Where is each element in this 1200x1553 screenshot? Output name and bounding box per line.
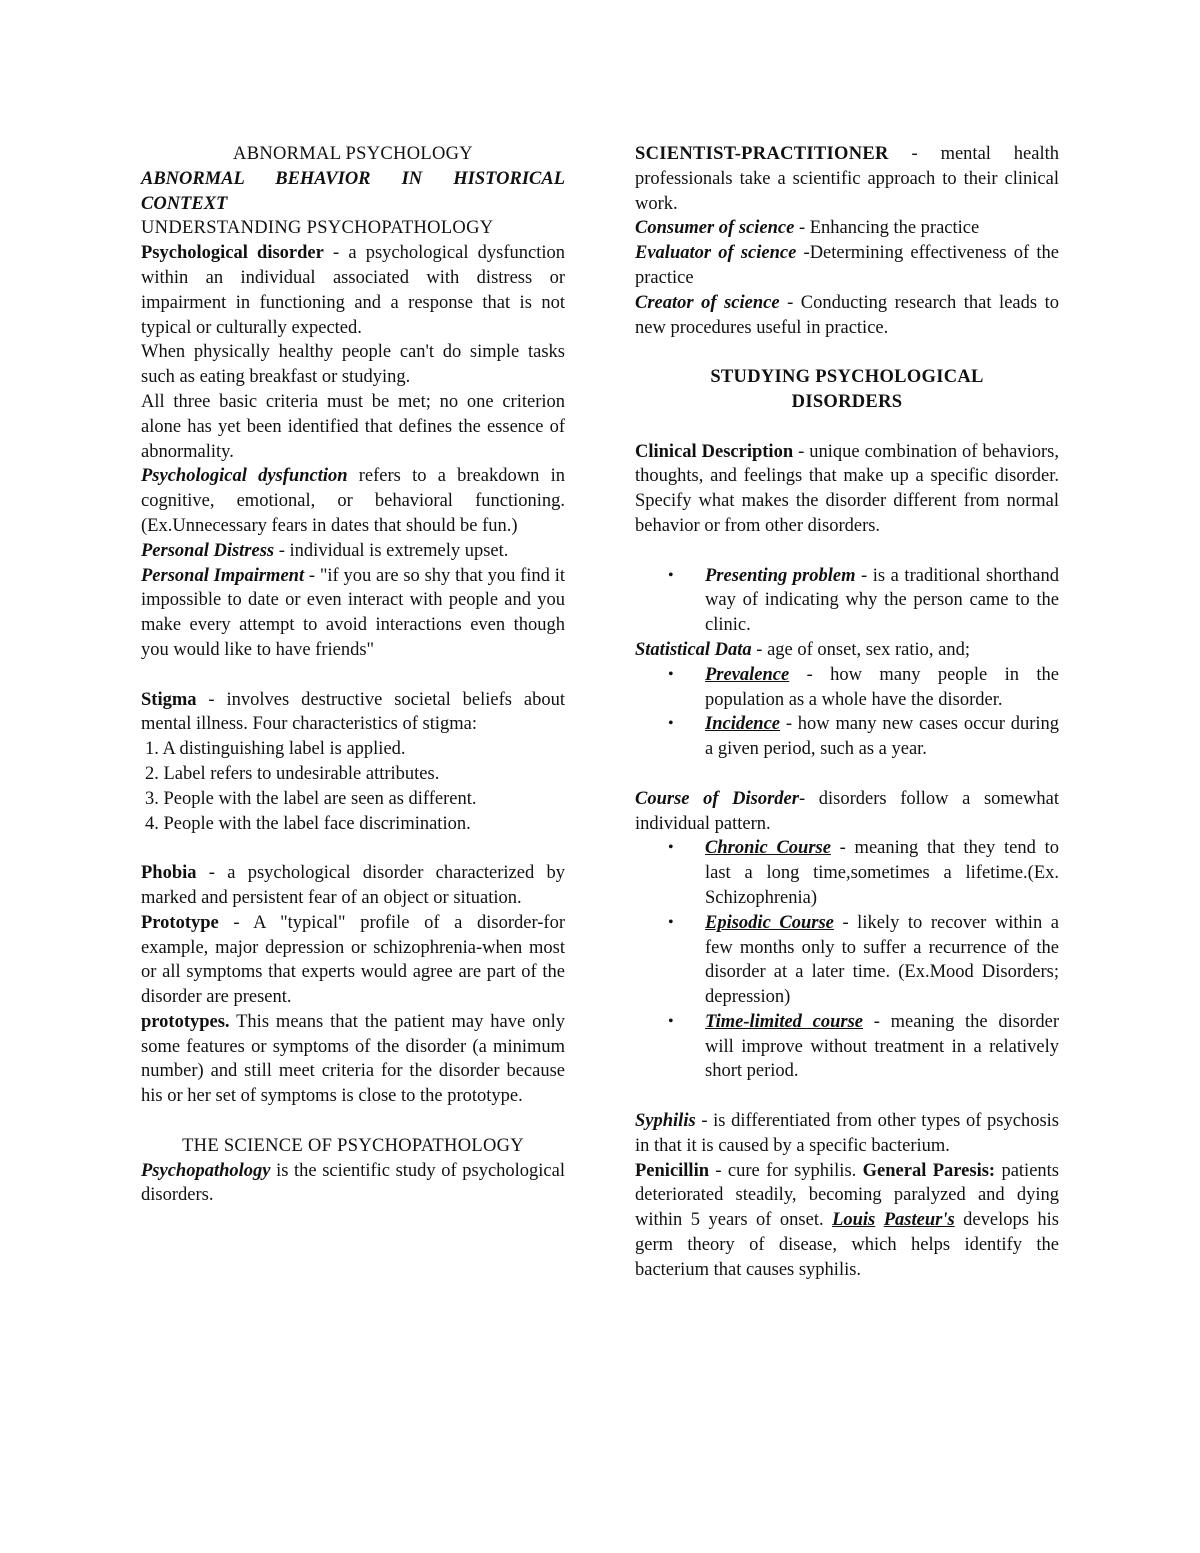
definition-prototypes: prototypes. This means that the patient may have only some features or symptoms of the disorder (a minimum number) and still meet criteria for the disorder because his or her set of symptoms is close to the prototype. (141, 1011, 565, 1107)
definition-penicillin: Penicillin - cure for syphilis. General Paresis: patients deteriorated steadily, becoming paralyzed and dying within 5 years of onset. Louis Pasteur's develops his germ theory of disease, which helps identify the bacterium that causes syphilis. (635, 1160, 1059, 1280)
definition-creator-of-science: Creator of science - Conducting research that leads to new procedures useful in practice. (635, 292, 1059, 338)
term: Course of Disorder (635, 788, 799, 809)
list-item: • Prevalence - how many people in the population as a whole have the disorder. (668, 664, 1059, 710)
list-item: • Episodic Course - likely to recover within a few months only to suffer a recurrence of the disorder at a later time. (Ex.Mood Disorders; depression) (668, 912, 1059, 1008)
definition-personal-distress: Personal Distress - individual is extremely upset. (141, 540, 509, 561)
term: Pasteur's (883, 1210, 955, 1231)
definition-psychological-dysfunction: Psychological dysfunction refers to a breakdown in cognitive, emotional, or behavioral functioning. (Ex.Unnecessary fears in dates that should be fun.) (141, 466, 565, 536)
definition-course-of-disorder: Course of Disorder- disorders follow a somewhat individual pattern. (635, 788, 1059, 834)
term: Consumer of science (635, 218, 795, 239)
term: Stigma (141, 689, 197, 710)
term: Episodic Course (705, 912, 834, 933)
term: Chronic Course (705, 838, 831, 859)
list-item: • Chronic Course - meaning that they tend to last a long time,sometimes a lifetime.(Ex. Schizophrenia) (668, 838, 1059, 908)
term: Psychological disorder (141, 243, 324, 264)
list-item: • Incidence - how many new cases occur during a given period, such as a year. (668, 714, 1059, 760)
definition-personal-impairment: Personal Impairment - "if you are so shy that you find it impossible to date or even interact with people and you make every attempt to avoid interactions even though you would like to have friends" (141, 565, 565, 660)
paragraph-three-criteria: All three basic criteria must be met; no one criterion alone has yet been identified that defines the essence of abnormality. (141, 391, 565, 462)
term: Creator of science (635, 292, 780, 313)
term: Psychological dysfunction (141, 466, 348, 487)
list-item: • Time-limited course - meaning the disorder will improve without treatment in a relatively short period. (668, 1011, 1059, 1082)
definition-phobia: Phobia - a psychological disorder characterized by marked and persistent fear of an object or situation. (141, 863, 565, 908)
document-title: ABNORMAL PSYCHOLOGY (233, 144, 473, 164)
document-subtitle: ABNORMAL BEHAVIOR IN HISTORICAL CONTEXT (141, 168, 565, 214)
definition-statistical-data: Statistical Data - age of onset, sex ratio, and; (635, 639, 971, 660)
term: Penicillin (635, 1160, 709, 1181)
section-heading-science: THE SCIENCE OF PSYCHOPATHOLOGY (182, 1135, 524, 1156)
term: Prototype (141, 912, 219, 933)
definition-prototype: Prototype - A "typical" profile of a disorder-for example, major depression or schizophrenia-when most or all symptoms that experts would agree are part of the disorder are present. (141, 912, 565, 1008)
definition-stigma: Stigma - involves destructive societal beliefs about mental illness. Four characteristics of stigma: (141, 689, 565, 735)
term: Louis (832, 1210, 876, 1231)
section-heading-understanding: UNDERSTANDING PSYCHOPATHOLOGY (141, 218, 494, 239)
presenting-list (635, 564, 1059, 638)
list-item: 3. People with the label are seen as different. (145, 788, 477, 809)
bullet-icon: • (668, 839, 674, 857)
bullet-icon: • (668, 913, 674, 931)
definition-evaluator-of-science: Evaluator of science -Determining effectiveness of the practice (635, 243, 1060, 288)
term: Personal Distress (141, 540, 275, 561)
paragraph-physically-healthy: When physically healthy people can't do simple tasks such as eating breakfast or studying. (141, 342, 565, 388)
term: prototypes. (141, 1011, 230, 1032)
definition-syphilis: Syphilis - is differentiated from other types of psychosis in that it is caused by a specific bacterium. (635, 1111, 1059, 1156)
term: Prevalence (705, 664, 790, 685)
definition-psychological-disorder: Psychological disorder - a psychological dysfunction within an individual associated with distress or impairment in functioning and a response that is not typical or culturally expected. (141, 243, 565, 338)
term: Syphilis (635, 1111, 696, 1132)
list-item: 2. Label refers to undesirable attributes. (145, 763, 440, 784)
course-list (635, 836, 1059, 1084)
definition-scientist-practitioner: SCIENTIST-PRACTITIONER - mental health professionals take a scientific approach to their clinical work. (635, 144, 1059, 214)
term: Phobia (141, 863, 197, 884)
term: Presenting problem (705, 565, 856, 586)
definition-clinical-description: Clinical Description - unique combination of behaviors, thoughts, and feelings that make up a specific disorder. Specify what makes the disorder different from normal behavior or from other disorders. (635, 441, 1059, 536)
list-item: 1. A distinguishing label is applied. (145, 739, 406, 760)
term: General Paresis: (862, 1160, 996, 1181)
definition-psychopathology: Psychopathology is the scientific study of psychological disorders. (141, 1160, 565, 1206)
term: Clinical Description (635, 441, 794, 462)
bullet-icon: • (668, 1012, 674, 1030)
bullet-icon: • (668, 715, 674, 733)
stigma-list (141, 737, 565, 836)
term: SCIENTIST-PRACTITIONER (635, 144, 889, 164)
term: Psychopathology (141, 1160, 271, 1181)
left-column (141, 142, 565, 1208)
right-column (635, 142, 1059, 1283)
term: Personal Impairment (141, 565, 305, 586)
section-heading-studying: STUDYING PSYCHOLOGICAL DISORDERS (710, 367, 984, 412)
term: Statistical Data (635, 639, 752, 660)
bullet-icon: • (668, 665, 674, 683)
term: Incidence (705, 714, 781, 735)
bullet-icon: • (668, 566, 674, 584)
definition-consumer-of-science: Consumer of science - Enhancing the practice (635, 218, 980, 239)
statistical-list (635, 663, 1059, 762)
term: Time-limited course (705, 1011, 864, 1032)
list-item: 4. People with the label face discrimination. (145, 813, 471, 834)
term: Evaluator of science (635, 243, 797, 264)
list-item: • Presenting problem - is a traditional shorthand way of indicating why the person came to the clinic. (668, 565, 1059, 636)
